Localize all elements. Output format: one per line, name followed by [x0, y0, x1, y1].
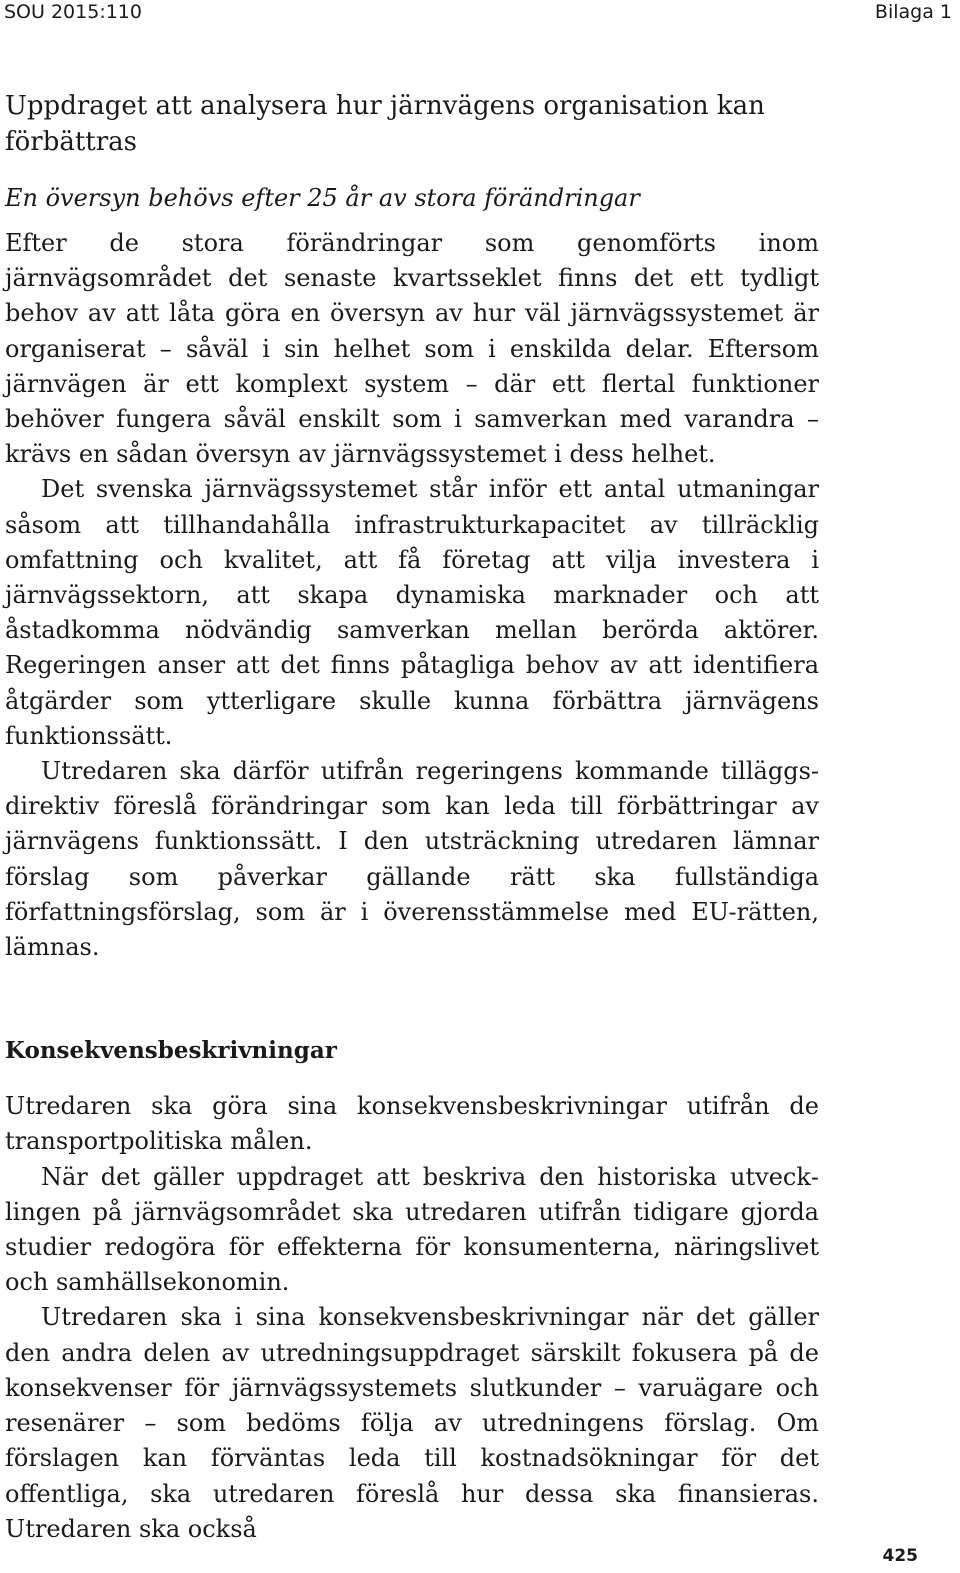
appendix-label: Bilaga 1: [874, 1, 952, 23]
section-heading: Konsekvensbeskrivningar: [5, 1037, 337, 1065]
page-number: 425: [882, 1546, 918, 1566]
paragraph: Utredaren ska därför utifrån regeringens kommande tilläggsdirektiv föreslå förändringar som kan leda till förbättringar av järnvägens funktionssätt. I den utsträckning utredaren lämnar förslag som påverkar gällande rätt ska fullständiga författningsförslag, som är i överensstämmelse med EU-rätten, lämnas.: [5, 757, 819, 962]
paragraph: När det gäller uppdraget att beskriva den historiska utvecklingen på järnvägsområdet ska utredaren utifrån tidigare gjorda studier redogöra för effekterna för konsumenterna, näringslivet och samhällsekonomin.: [5, 1162, 819, 1297]
page-title: Uppdraget att analysera hur järnvägens organisation kan förbättras: [5, 91, 765, 157]
paragraph: Det svenska järnvägssystemet står inför ett antal utmaningar såsom att tillhandahålla infrastrukturkapacitet av tillräcklig omfattning och kvalitet, att få företag att vilja investera i järnvägssektorn, att skapa dynamiska marknader och att åstadkomma nödvändig samverkan mellan berörda aktörer. Regeringen anser att det finns påtagliga behov av att identifiera åtgärder som ytterligare skulle kunna förbättra järnvägens funktionssätt.: [5, 475, 819, 750]
document-reference: SOU 2015:110: [4, 1, 142, 23]
page-body: [5, 88, 819, 1547]
paragraph: Efter de stora förändringar som genomförts inom järnvägsområdet det senaste kvartsseklet finns det ett tydligt behov av att låta göra en översyn av hur väl järnvägssystemet är organiserat – såväl i sin helhet som i enskilda delar. Eftersom järnvägen är ett komplext system – där ett flertal funktioner behöver fungera såväl enskilt som i samverkan med varandra – krävs en sådan översyn av järnvägssystemet i dess helhet.: [5, 229, 819, 469]
subtitle: En översyn behövs efter 25 år av stora förändringar: [5, 184, 640, 212]
paragraph: Utredaren ska i sina konsekvensbeskrivningar när det gäller den andra delen av utredningsuppdraget särskilt fokusera på de konsekvenser för järnvägssystemets slutkunder – varuägare och resenärer – som bedöms följa av utredningens förslag. Om förslagen kan förväntas leda till kostnadsökningar för det offentliga, ska utredaren föreslå hur dessa ska finansieras. Utredaren ska också: [5, 1303, 819, 1543]
running-header: [0, 0, 960, 26]
paragraph: Utredaren ska göra sina konsekvensbeskrivningar utifrån de transportpolitiska målen.: [5, 1092, 819, 1156]
